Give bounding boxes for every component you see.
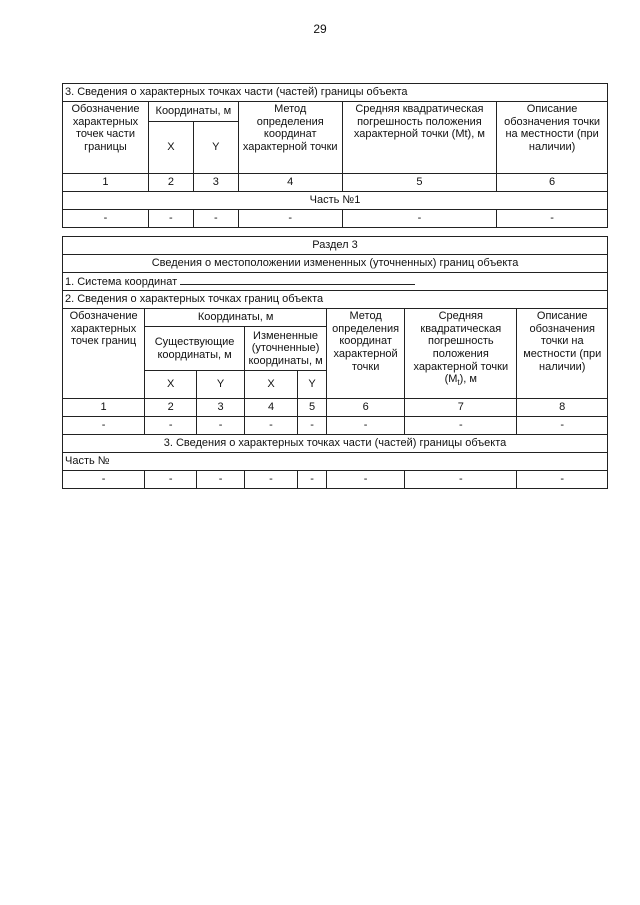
header-error: Средняя квадратическая погрешность положения характерной точки (Mt), м bbox=[342, 102, 497, 174]
table-cell: - bbox=[145, 417, 197, 435]
column-number: 4 bbox=[238, 174, 342, 192]
header-description: Описание обозначения точки на местности (при наличии) bbox=[517, 309, 608, 399]
header-y: Y bbox=[298, 371, 327, 399]
header-method: Метод определения координат характерной точки bbox=[238, 102, 342, 174]
table-cell: - bbox=[342, 210, 497, 228]
coordinate-system-blank bbox=[180, 274, 415, 285]
table-cell: - bbox=[63, 417, 145, 435]
header-description: Описание обозначения точки на местности (при наличии) bbox=[497, 102, 608, 174]
header-error: Средняя квадратическая погрешность положения характерной точки $(M_t)$, м bbox=[405, 309, 517, 399]
points-title: 2. Сведения о характерных точках границ объекта bbox=[63, 291, 608, 309]
part-label: Часть №1 bbox=[63, 192, 608, 210]
header-y: Y bbox=[197, 371, 245, 399]
table-cell: - bbox=[298, 471, 327, 489]
column-number: 5 bbox=[298, 399, 327, 417]
header-method: Метод определения координат характерной точки bbox=[327, 309, 405, 399]
page-number: 29 bbox=[313, 22, 327, 36]
table-cell: - bbox=[197, 417, 245, 435]
table-cell: - bbox=[145, 471, 197, 489]
table-cell: - bbox=[517, 471, 608, 489]
table-row bbox=[63, 417, 608, 435]
table-cell: - bbox=[497, 210, 608, 228]
table-cell: - bbox=[63, 471, 145, 489]
coordinate-system-label: 1. Система координат bbox=[65, 276, 178, 289]
table-row bbox=[63, 471, 608, 489]
table-cell: - bbox=[327, 471, 405, 489]
table-cell: - bbox=[63, 210, 149, 228]
column-number: 3 bbox=[197, 399, 245, 417]
part-label: Часть № bbox=[63, 453, 608, 471]
parts-title: 3. Сведения о характерных точках части (частей) границы объекта bbox=[63, 435, 608, 453]
table-cell: - bbox=[238, 210, 342, 228]
table-cell: - bbox=[197, 471, 245, 489]
column-number: 2 bbox=[145, 399, 197, 417]
section-subtitle: Сведения о местоположении измененных (уточненных) границ объекта bbox=[63, 255, 608, 273]
header-x: X bbox=[148, 122, 193, 174]
header-coordinates: Координаты, м bbox=[145, 309, 327, 327]
table-cell: - bbox=[193, 210, 238, 228]
column-number: 6 bbox=[327, 399, 405, 417]
header-changed-coords: Измененные (уточненные) координаты, м bbox=[244, 327, 326, 371]
column-number: 7 bbox=[405, 399, 517, 417]
table-cell: - bbox=[517, 417, 608, 435]
table-cell: - bbox=[327, 417, 405, 435]
table-cell: - bbox=[298, 417, 327, 435]
section3-table bbox=[62, 236, 608, 489]
header-x: X bbox=[244, 371, 297, 399]
column-number: 3 bbox=[193, 174, 238, 192]
coordinate-system-row bbox=[63, 273, 608, 291]
part-points-table bbox=[62, 83, 608, 228]
column-number: 4 bbox=[244, 399, 297, 417]
header-existing-coords: Существующие координаты, м bbox=[145, 327, 245, 371]
column-numbers-row bbox=[63, 174, 608, 192]
column-number: 5 bbox=[342, 174, 497, 192]
section-title: Раздел 3 bbox=[63, 237, 608, 255]
header-y: Y bbox=[193, 122, 238, 174]
table-cell: - bbox=[148, 210, 193, 228]
table-row bbox=[63, 210, 608, 228]
table-cell: - bbox=[405, 471, 517, 489]
header-designation: Обозначение характерных точек части границы bbox=[63, 102, 149, 174]
column-number: 1 bbox=[63, 399, 145, 417]
column-number: 1 bbox=[63, 174, 149, 192]
column-numbers-row bbox=[63, 399, 608, 417]
header-x: X bbox=[145, 371, 197, 399]
column-number: 2 bbox=[148, 174, 193, 192]
table-cell: - bbox=[405, 417, 517, 435]
table-cell: - bbox=[244, 471, 297, 489]
table-title: 3. Сведения о характерных точках части (частей) границы объекта bbox=[63, 84, 608, 102]
column-number: 6 bbox=[497, 174, 608, 192]
header-designation: Обозначение характерных точек границ bbox=[63, 309, 145, 399]
column-number: 8 bbox=[517, 399, 608, 417]
header-coordinates: Координаты, м bbox=[148, 102, 238, 122]
table-cell: - bbox=[244, 417, 297, 435]
